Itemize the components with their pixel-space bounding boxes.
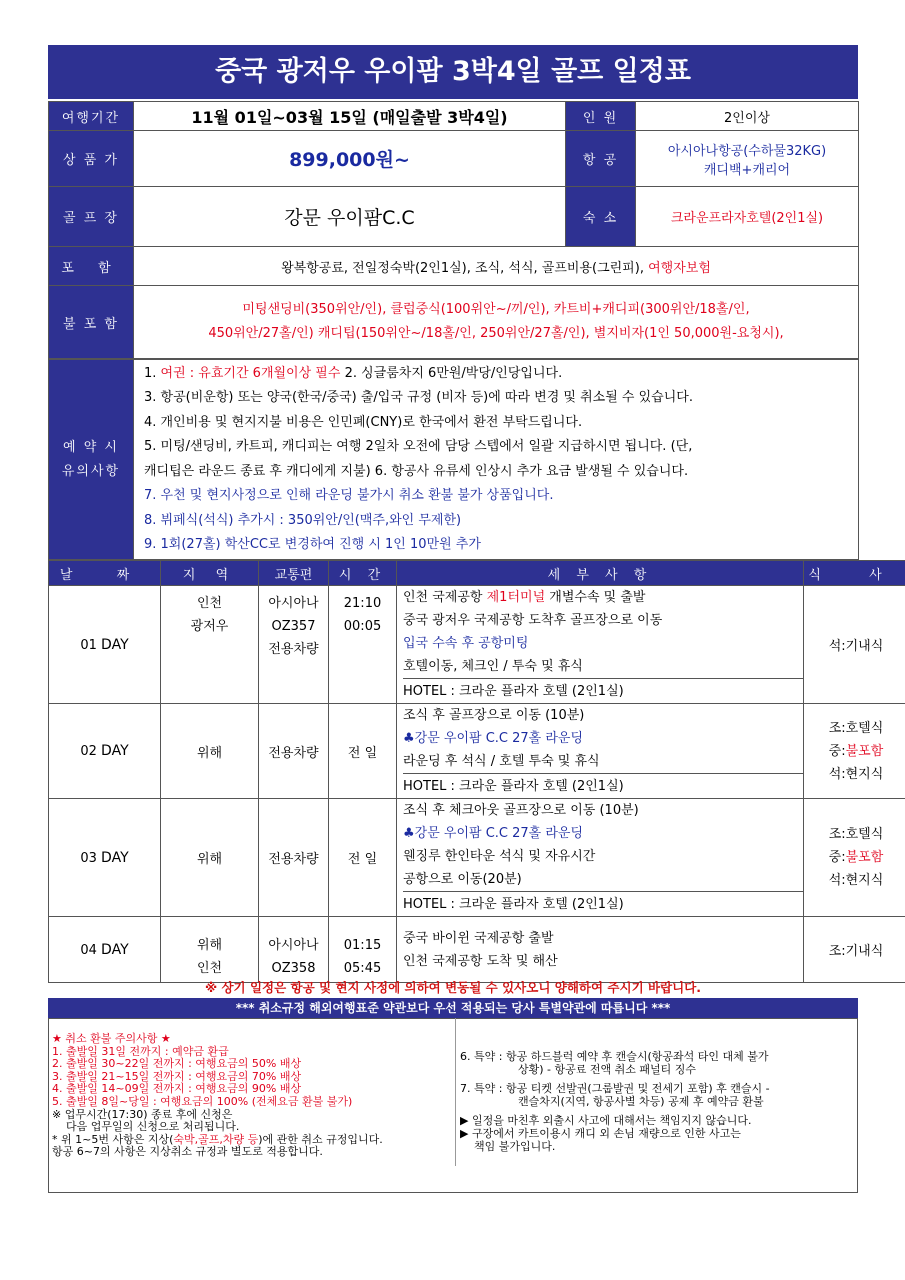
refund-rule: 5. 출발일 8일~당일 : 여행요금의 100% (전체요금 환불 불가) xyxy=(52,1094,353,1108)
golf-value: 강문 우이팜C.C xyxy=(134,187,566,247)
note-item: 5. 미팅/샌딩비, 카트피, 캐디피는 여행 2일차 오전에 담당 스텝에서 일괄 지급하시면 됩니다. (단, xyxy=(144,439,693,454)
exclude-label: 불 포 함 xyxy=(49,286,134,359)
refund-rule: 4. 출발일 14~09일 전까지 : 여행요금의 90% 배상 xyxy=(52,1082,302,1096)
note-item: 캐디팁은 라운드 종료 후 캐디에게 지불) 6. 항공사 유류세 인상시 추가 요금 발생될 수 있습니다. xyxy=(144,463,689,479)
special-term: ▶ 구장에서 카트이용시 캐디 외 손님 재량으로 인한 사고는 xyxy=(460,1127,741,1140)
special-term: 7. 특약 : 항공 티켓 선발권(그룹발권 및 전세기 포함) 후 캔슬시 - xyxy=(460,1082,770,1095)
hotel-line: HOTEL : 크라운 플라자 호텔 (2인1실) xyxy=(403,773,803,798)
day-label: 02 DAY xyxy=(49,704,161,799)
special-term: 캔슬차지(지역, 항공사별 차등) 공제 후 예약금 환불 xyxy=(518,1095,764,1108)
day-detail: 조식 후 골프장으로 이동 (10분) ♣강문 우이팜 C.C 27홀 라운딩 라운딩 후 석식 / 호텔 투숙 및 휴식 HOTEL : 크라운 플라자 호텔 (2인1실) xyxy=(397,704,804,799)
refund-heading: ★ 취소 환불 주의사항 ★ xyxy=(52,1032,171,1045)
price-value: 899,000원~ xyxy=(134,131,566,187)
note-item: 1. 여권 : 유효기간 6개월이상 필수 2. 싱글룸차지 6만원/박당/인당입니다. xyxy=(144,365,563,381)
transport: 아시아나 OZ358 xyxy=(259,917,329,983)
day-row-4 xyxy=(49,917,905,983)
transport: 아시아나 OZ357 전용차량 xyxy=(259,586,329,704)
day-row-3 xyxy=(49,799,905,917)
special-term: 6. 특약 : 항공 하드블럭 예약 후 캔슬시(항공좌석 타인 대체 불가 xyxy=(460,1050,769,1063)
note-item: 3. 항공(비운항) 또는 양국(한국/중국) 출/입국 규정 (비자 등)에 따라 변경 및 취소될 수 있습니다. xyxy=(144,390,693,405)
airline-value xyxy=(636,131,859,187)
itinerary-table xyxy=(48,560,905,983)
region: 위해 인천 xyxy=(161,917,259,983)
period-label: 여행기간 xyxy=(49,102,134,131)
meal: 조:호텔식 중:불포함 석:현지식 xyxy=(804,799,905,917)
header-transport: 교통편 xyxy=(259,561,329,586)
airline-bags: 캐디백+캐리어 xyxy=(703,162,791,178)
day-detail: 중국 바이윈 국제공항 출발 인천 국제공항 도착 및 해산 xyxy=(397,917,804,983)
notes-label-line: 유의사항 xyxy=(61,463,121,479)
day-label: 01 DAY xyxy=(49,586,161,704)
day-label: 03 DAY xyxy=(49,799,161,917)
meal: 조:기내식 xyxy=(804,917,905,983)
people-value: 2인이상 xyxy=(636,102,859,131)
day-label: 04 DAY xyxy=(49,917,161,983)
special-term: ▶ 일정을 마친후 외출시 사고에 대해서는 책임지지 않습니다. xyxy=(460,1114,752,1127)
exclude-line: 450위안/27홀/인) 캐디팁(150위안~/18홀/인, 250위안/27홀/인), 별지비자(1인 50,000원-요청시), xyxy=(208,326,784,341)
region: 위해 xyxy=(161,799,259,917)
refund-rules xyxy=(52,1033,452,1159)
hotel-label: 숙 소 xyxy=(566,187,636,247)
special-term: 상황) - 항공료 전액 취소 패널티 징수 xyxy=(518,1063,697,1076)
page-title: 중국 광저우 우이팜 3박4일 골프 일정표 xyxy=(48,45,858,99)
transport: 전용차량 xyxy=(259,704,329,799)
region: 위해 xyxy=(161,704,259,799)
region: 인천 광저우 xyxy=(161,586,259,704)
people-label: 인 원 xyxy=(566,102,636,131)
divider xyxy=(455,1018,456,1166)
airline-baggage: 아시아나항공(수하물32KG) xyxy=(667,143,827,159)
exclude-value xyxy=(134,286,859,359)
header-region: 지 역 xyxy=(161,561,259,586)
product-info-table xyxy=(48,101,859,359)
day-detail: 조식 후 체크아웃 골프장으로 이동 (10분) ♣강문 우이팜 C.C 27홀 라운딩 웬징루 한인타운 석식 및 자유시간 공항으로 이동(20분) HOTEL : 크라운 플라자 호텔 (2인1실) xyxy=(397,799,804,917)
time: 21:10 00:05 xyxy=(329,586,397,704)
header-detail: 세 부 사 항 xyxy=(397,561,804,586)
refund-rule: 1. 출발일 31일 전까지 : 예약금 환급 xyxy=(52,1044,229,1058)
golf-label: 골 프 장 xyxy=(49,187,134,247)
include-insurance: 여행자보험 xyxy=(648,260,711,276)
header-time: 시 간 xyxy=(329,561,397,586)
note-item: 8. 뷔페식(석식) 추가시 : 350위안/인(맥주,와인 무제한) xyxy=(144,512,462,528)
refund-rule: 3. 출발일 21~15일 전까지 : 여행요금의 70% 배상 xyxy=(52,1069,302,1083)
period-value: 11월 01일~03월 15일 (매일출발 3박4일) xyxy=(134,102,566,131)
day-row-1 xyxy=(49,586,905,704)
header-date: 날 짜 xyxy=(49,561,161,586)
hotel-line: HOTEL : 크라운 플라자 호텔 (2인1실) xyxy=(403,678,803,703)
day-row-2 xyxy=(49,704,905,799)
airline-label: 항 공 xyxy=(566,131,636,187)
day-detail: 인천 국제공항 제1터미널 개별수속 및 출발 중국 광저우 국제공항 도착후 골프장으로 이동 입국 수속 후 공항미팅 호텔이동, 체크인 / 투숙 및 휴식 HOTEL : 크라운 플라자 호텔 (2인1실) xyxy=(397,586,804,704)
exclude-line: 미팅샌딩비(350위안/인), 클럽중식(100위안~/끼/인), 카트비+캐디피(300위안/18홀/인, xyxy=(242,302,750,317)
time: 01:15 05:45 xyxy=(329,917,397,983)
business-hours-note: ※ 업무시간(17:30) 종료 후에 신청은 xyxy=(52,1107,233,1121)
include-label: 포 함 xyxy=(49,247,134,286)
business-hours-note: 다음 업무일의 신청으로 처리됩니다. xyxy=(66,1120,240,1134)
cancellation-policy-banner: *** 취소규정 해외여행표준 약관보다 우선 적용되는 당사 특별약관에 따릅니다 *** xyxy=(48,998,858,1018)
meal: 석:기내식 xyxy=(804,586,905,704)
note-item: 4. 개인비용 및 현지지불 비용은 인민폐(CNY)로 한국에서 환전 부탁드립니다. xyxy=(144,414,583,430)
notes-label-line: 예 약 시 xyxy=(63,439,119,455)
include-value xyxy=(134,247,859,286)
transport: 전용차량 xyxy=(259,799,329,917)
meal: 조:호텔식 중:불포함 석:현지식 xyxy=(804,704,905,799)
note-item: 9. 1회(27홀) 학산CC로 변경하여 진행 시 1인 10만원 추가 xyxy=(144,537,481,552)
time: 전 일 xyxy=(329,799,397,917)
special-term: 책임 불가입니다. xyxy=(474,1140,556,1153)
notes-label xyxy=(49,360,134,560)
price-label: 상 품 가 xyxy=(49,131,134,187)
time: 전 일 xyxy=(329,704,397,799)
include-text: 왕복항공료, 전일정숙박(2인1실), 조식, 석식, 골프비용(그린피), xyxy=(281,260,644,276)
notes-content xyxy=(134,360,859,560)
schedule-change-warning: ※ 상기 일정은 항공 및 현지 사정에 의하여 변동될 수 있사오니 양해하여 주시기 바랍니다. xyxy=(204,980,702,995)
hotel-value: 크라운프라자호텔(2인1실) xyxy=(636,187,859,247)
hotel-line: HOTEL : 크라운 플라자 호텔 (2인1실) xyxy=(403,891,803,916)
booking-notes-table xyxy=(48,359,859,560)
refund-rule: 2. 출발일 30~22일 전까지 : 여행요금의 50% 배상 xyxy=(52,1057,302,1071)
ground-cancel-note: * 위 1~5번 사항은 지상(숙박,골프,차량 등)에 관한 취소 규정입니다. xyxy=(52,1132,383,1146)
note-item: 7. 우천 및 현지사정으로 인해 라운딩 불가시 취소 환불 불가 상품입니다. xyxy=(144,488,554,503)
itinerary-header xyxy=(49,561,905,586)
air-cancel-note: 항공 6~7의 사항은 지상취소 규정과 별도로 적용합니다. xyxy=(52,1145,323,1159)
special-terms xyxy=(460,1050,850,1153)
header-meal: 식 사 xyxy=(804,561,905,586)
passport-warning: 여권 : 유효기간 6개월이상 필수 xyxy=(160,365,341,381)
